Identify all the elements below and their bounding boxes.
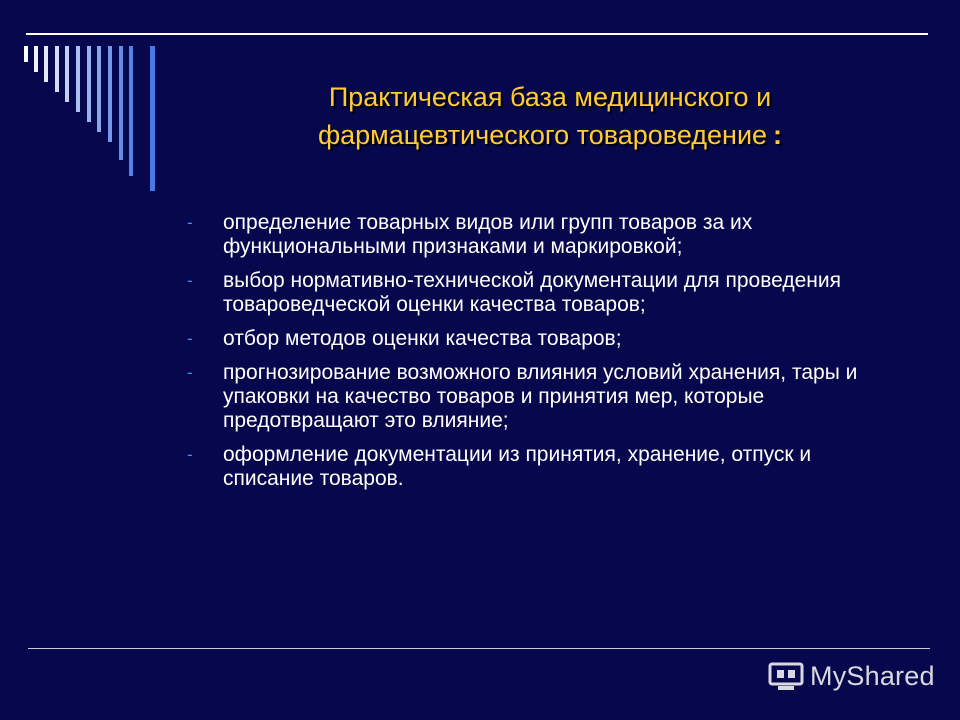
myshared-watermark[interactable] [768, 656, 935, 696]
list-item [185, 327, 905, 351]
dash-bullet-icon: - [187, 271, 193, 290]
list-item [185, 211, 905, 259]
list-item [185, 443, 905, 491]
decorative-bar [24, 46, 28, 62]
title-colon: : [773, 120, 783, 150]
bullet-list [185, 211, 905, 501]
decorative-bar [150, 46, 155, 191]
myshared-logo-text: MyShared [810, 660, 935, 691]
dash-bullet-icon: - [187, 329, 193, 348]
title-line-2-text: фармацевтического товароведение [317, 120, 768, 150]
decorative-bar [76, 46, 80, 112]
list-item-text: оформление документации из принятия, хранение, отпуск и списание товаров. [223, 443, 812, 490]
decorative-bar [87, 46, 91, 122]
list-item-text: выбор нормативно-технической документации для проведения товароведческой оценки качества товаров; [223, 269, 842, 316]
list-item-text: отбор методов оценки качества товаров; [223, 327, 622, 350]
decorative-bars [0, 0, 170, 200]
decorative-bar [108, 46, 112, 142]
decorative-bar [55, 46, 59, 92]
dash-bullet-icon: - [187, 445, 193, 464]
dash-bullet-icon: - [187, 213, 193, 232]
list-item [185, 361, 905, 433]
decorative-bar [65, 46, 69, 102]
myshared-logo-icon [768, 659, 804, 693]
decorative-bar [34, 46, 38, 72]
bottom-divider-line [28, 648, 930, 649]
decorative-bar [97, 46, 101, 132]
decorative-bar [119, 46, 123, 160]
dash-bullet-icon: - [187, 363, 193, 382]
title-line-1: Практическая база медицинского и [328, 82, 772, 112]
decorative-bar [129, 46, 133, 176]
decorative-bar [44, 46, 48, 82]
title-line-2 [230, 116, 870, 154]
list-item [185, 269, 905, 317]
slide-title [230, 78, 870, 154]
list-item-text: прогнозирование возможного влияния условий хранения, тары и упаковки на качество товаров и принятия мер, которые предотвращают это влияние; [223, 361, 858, 432]
list-item-text: определение товарных видов или групп товаров за их функциональными признаками и маркировкой; [223, 211, 753, 258]
